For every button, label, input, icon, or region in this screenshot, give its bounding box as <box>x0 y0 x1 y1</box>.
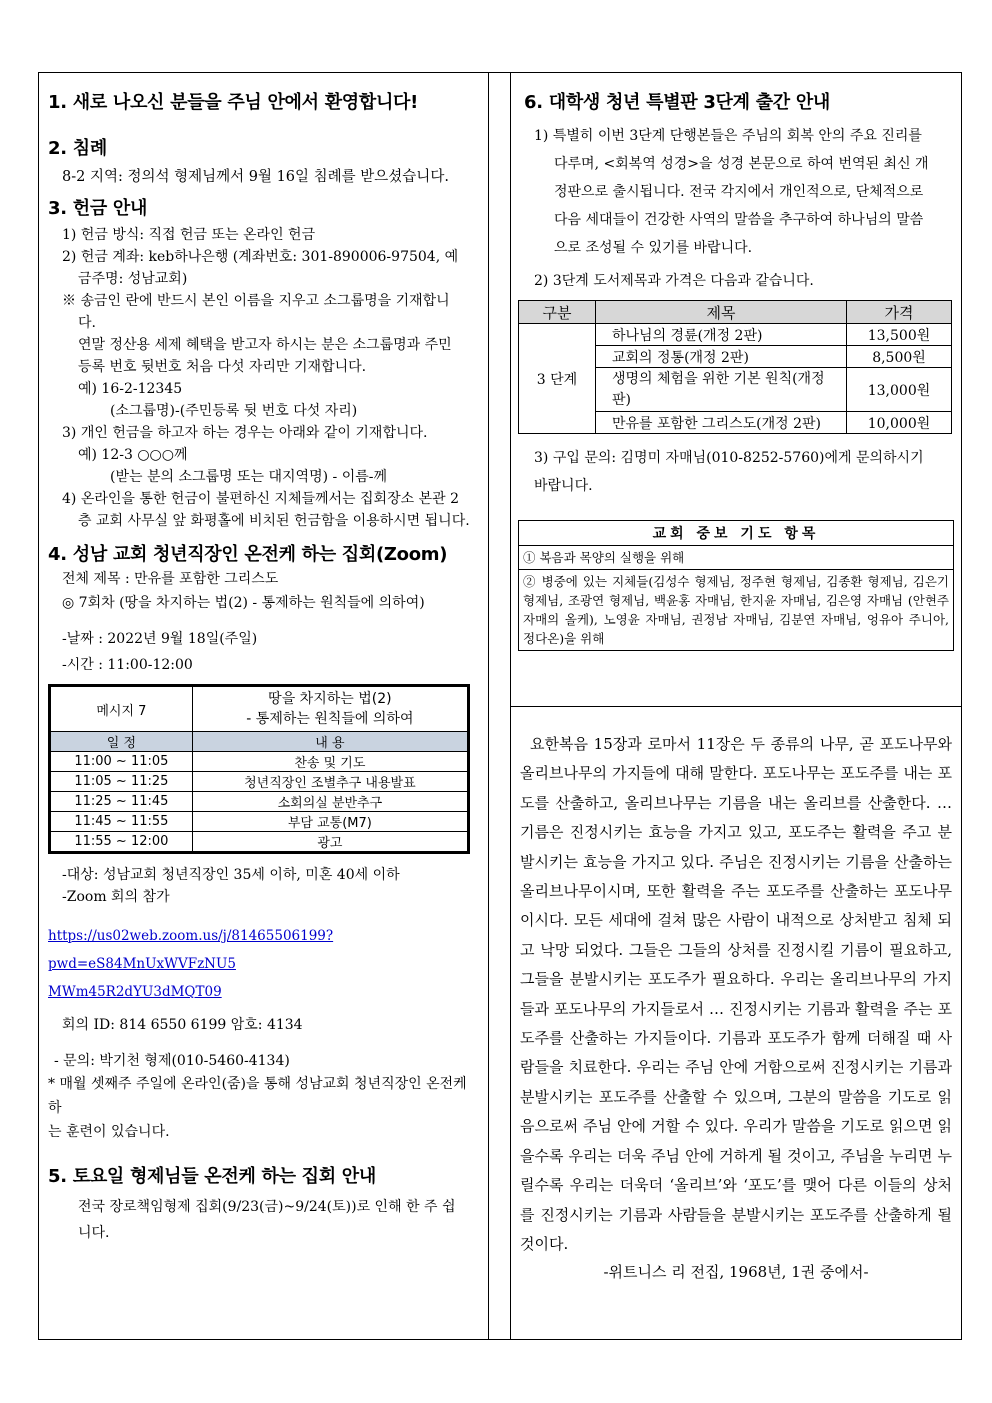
essay-source: -위트니스 리 전집, 1968년, 1권 중에서- <box>603 1263 869 1282</box>
sec3-line: 1) 헌금 방식: 직접 헌금 또는 온라인 헌금 <box>62 227 316 243</box>
schedule-item: 소회의실 분반추구 <box>192 792 467 812</box>
sec6-line: 바랍니다. <box>534 478 593 494</box>
meeting-id: 회의 ID: 814 6550 6199 암호: 4134 <box>62 1017 303 1033</box>
book-title: 생명의 체험을 위한 기본 원칙(개정판) <box>596 368 847 412</box>
schedule-time: 11:55 ~ 12:00 <box>51 832 193 852</box>
price-table <box>518 300 952 434</box>
price-header-stage: 구분 <box>519 301 596 324</box>
sec3-line: 예) 12-3 ○○○께 <box>78 447 188 463</box>
sec6-line: 으로 조성될 수 있기를 바랍니다. <box>554 240 753 256</box>
sec6-line: 다음 세대들이 건강한 사역의 말씀을 추구하여 하나님의 말씀 <box>554 212 924 228</box>
sec4-contact: - 문의: 박기천 형제(010-5460-4134) <box>54 1053 290 1069</box>
sec4-footer <box>48 864 484 1144</box>
msg-label: 메시지 7 <box>51 687 193 732</box>
book-price: 13,500원 <box>847 324 952 346</box>
zoom-link[interactable] <box>48 922 484 1006</box>
sec4-body <box>48 568 484 676</box>
sec3-line: 등록 번호 뒷번호 처음 다섯 자리만 기재합니다. <box>78 359 367 375</box>
sec3-line: (받는 분의 소그룹명 또는 대지역명) - 이름-께 <box>110 469 387 485</box>
schedule-time: 11:05 ~ 11:25 <box>51 772 193 792</box>
zoom-link-line1[interactable]: https://us02web.zoom.us/j/81465506199?pwd=eS84MnUxWVFzNU5 <box>48 928 334 972</box>
sec6-purchase <box>520 444 952 500</box>
sec6-line: 3) 구입 문의: 김명미 자매님(010-8252-5760)에게 문의하시기 <box>534 450 924 466</box>
schedule-item: 부담 교통(M7) <box>192 812 467 832</box>
book-price: 10,000원 <box>847 412 952 434</box>
right-column <box>520 88 952 1282</box>
sec4-title: 4. 성남 교회 청년직장인 온전케 하는 집회(Zoom) <box>48 544 448 565</box>
schedule-item: 청년직장인 조별추구 내용발표 <box>192 772 467 792</box>
sec4-line: 전체 제목 : 만유를 포함한 그리스도 <box>62 571 279 587</box>
sec1-title: 1. 새로 나오신 분들을 주님 안에서 환영합니다! <box>48 92 419 113</box>
sec4-zoom: -Zoom 회의 참가 <box>62 889 170 905</box>
book-price: 8,500원 <box>847 346 952 368</box>
sec4-note: 는 훈련이 있습니다. <box>48 1124 170 1140</box>
sec3-body <box>48 224 484 532</box>
col-header-schedule: 일 정 <box>51 732 193 752</box>
sec3-line: 연말 정산용 세제 혜택을 받고자 하시는 분은 소그룹명과 주민 <box>78 337 452 353</box>
right-column-divider <box>510 706 962 707</box>
sec6-body <box>520 122 952 292</box>
sec3-line: ※ 송금인 란에 반드시 본인 이름을 지우고 소그룹명을 기재합니 <box>62 293 450 309</box>
sec3-line: 금주명: 성남교회) <box>78 271 188 287</box>
sec3-line: 2) 헌금 계좌: keb하나은행 (계좌번호: 301-890006-97504, 예 <box>62 249 459 265</box>
sec4-date: -날짜 : 2022년 9월 18일(주일) <box>62 631 258 647</box>
sec5-line: 니다. <box>78 1225 110 1241</box>
sec5-line: 전국 장로책임형제 집회(9/23(금)~9/24(토))로 인해 한 주 쉽 <box>78 1199 456 1215</box>
col-header-content: 내 용 <box>192 732 467 752</box>
msg-title <box>192 687 467 732</box>
schedule-item: 광고 <box>192 832 467 852</box>
sec2-title: 2. 침례 <box>48 138 107 159</box>
prayer-box <box>518 520 954 651</box>
sec3-title: 3. 헌금 안내 <box>48 198 148 219</box>
sec4-target: -대상: 성남교회 청년직장인 35세 이하, 미혼 40세 이하 <box>62 867 400 883</box>
sec4-line: ◎ 7회차 (땅을 차지하는 법(2) - 통제하는 원칙들에 의하여) <box>62 595 425 611</box>
book-title: 하나님의 경륜(개정 2판) <box>596 324 847 346</box>
sec4-note: * 매월 셋째주 주일에 온라인(줌)을 통해 성남교회 청년직장인 온전케 하 <box>48 1076 467 1116</box>
zoom-link-line2[interactable]: MWm45R2dYU3dMQT09 <box>48 984 222 1000</box>
sec3-line: 4) 온라인을 통한 헌금이 불편하신 지체들께서는 집회장소 본관 2 <box>62 491 459 507</box>
book-price: 13,000원 <box>847 368 952 412</box>
left-column <box>48 88 484 1246</box>
sec5-title: 5. 토요일 형제님들 온전케 하는 집회 안내 <box>48 1166 376 1187</box>
stage-label: 3 단계 <box>519 324 596 434</box>
sec2-body: 8-2 지역: 정의석 형제님께서 9월 16일 침례를 받으셨습니다. <box>62 169 449 185</box>
book-title: 교회의 정통(개정 2판) <box>596 346 847 368</box>
sec6-line: 다루며, <회복역 성경>을 성경 본문으로 하여 번역된 최신 개 <box>554 156 929 172</box>
msg-title-line2: - 통제하는 원칙들에 의하여 <box>246 711 414 727</box>
schedule-table <box>48 684 470 854</box>
sec3-line: 층 교회 사무실 앞 화평홀에 비치된 헌금함을 이용하시면 됩니다. <box>78 513 470 529</box>
sec6-title: 6. 대학생 청년 특별판 3단계 출간 안내 <box>524 92 831 113</box>
column-divider-left <box>488 72 489 1340</box>
schedule-item: 찬송 및 기도 <box>192 752 467 772</box>
price-header-title: 제목 <box>596 301 847 324</box>
sec3-line: 다. <box>78 315 96 331</box>
schedule-time: 11:25 ~ 11:45 <box>51 792 193 812</box>
schedule-time: 11:00 ~ 11:05 <box>51 752 193 772</box>
prayer-item: ② 병중에 있는 지체들(김성수 형제님, 정주현 형제님, 김종환 형제님, 김은기 형제님, 조광연 형제님, 백윤홍 자매님, 한지윤 자매님, 김은영 자매님 (안현주 자매의 올케), 노영윤 자매님, 권정남 자매님, 김분연 자매님, 엉유아 주니아, 정다온)을 위해 <box>523 574 949 646</box>
price-header-price: 가격 <box>847 301 952 324</box>
prayer-title: 교회 중보 기도 항목 <box>519 521 953 546</box>
essay-body: 요한복음 15장과 로마서 11장은 두 종류의 나무, 곧 포도나무와 올리브나무의 가지들에 대해 말한다. 포도나무는 포도주를 내는 포도를 산출하고, 올리브나무는 기름을 내는 올리브를 산출한다. … 기름은 진정시키는 효능을 가지고 있고, 포도주는 활력을 주고 분발시키는 효능을 가지고 있다. 주님은 진정시키는 기름을 산출하는 올리브나무이시며, 또한 활력을 주는 포도주를 산출하는 포도나무이시다. 모든 세대에 걸쳐 많은 사람이 내적으로 상처받고 침체 되고 낙망 되었다. 그들은 그들의 상처를 진정시킬 기름이 필요하고, 그들을 분발시키는 포도주가 필요하다. 우리는 올리브나무의 가지들과 포도나무의 가지들로서 … 진정시키는 기름과 활력을 주는 포도주를 산출하는 가지들이다. 기름과 포도주가 함께 더해질 때 사람들을 치료한다. 우리는 주님 안에 거함으로써 진정시키는 기름과 분발시키는 포도주를 산출할 수 있으며, 그분의 말씀을 기도로 읽음으로써 주님 안에 거할 수 있다. 우리가 말씀을 기도로 읽으면 읽을수록 우리는 더욱 주님 안에 거하게 될 것이고, 주님을 누리면 누릴수록 우리는 더욱더 ‘올리브’와 ‘포도’를 맺어 다른 이들의 상처를 진정시키는 기름과 사람들을 분발시키는 포도주를 산출하게 될 것이다. <box>520 735 952 1253</box>
sec6-line: 정판으로 출시됩니다. 전국 각지에서 개인적으로, 단체적으로 <box>554 184 924 200</box>
book-title: 만유를 포함한 그리스도(개정 2판) <box>596 412 847 434</box>
sec4-time: -시간 : 11:00-12:00 <box>62 657 193 673</box>
sec6-line: 2) 3단계 도서제목과 가격은 다음과 같습니다. <box>534 273 814 289</box>
msg-title-line1: 땅을 차지하는 법(2) <box>268 691 392 707</box>
schedule-time: 11:45 ~ 11:55 <box>51 812 193 832</box>
sec5-body <box>48 1194 484 1246</box>
sec6-line: 1) 특별히 이번 3단계 단행본들은 주님의 회복 안의 주요 진리를 <box>534 128 922 144</box>
sec3-line: 3) 개인 헌금을 하고자 하는 경우는 아래와 같이 기재합니다. <box>62 425 428 441</box>
sec3-line: 예) 16-2-12345 <box>78 381 183 397</box>
sec3-line: (소그룹명)-(주민등록 뒷 번호 다섯 자리) <box>110 403 358 419</box>
prayer-item: ① 복음과 목양의 실행을 위해 <box>519 546 953 570</box>
essay-block <box>520 730 952 1285</box>
